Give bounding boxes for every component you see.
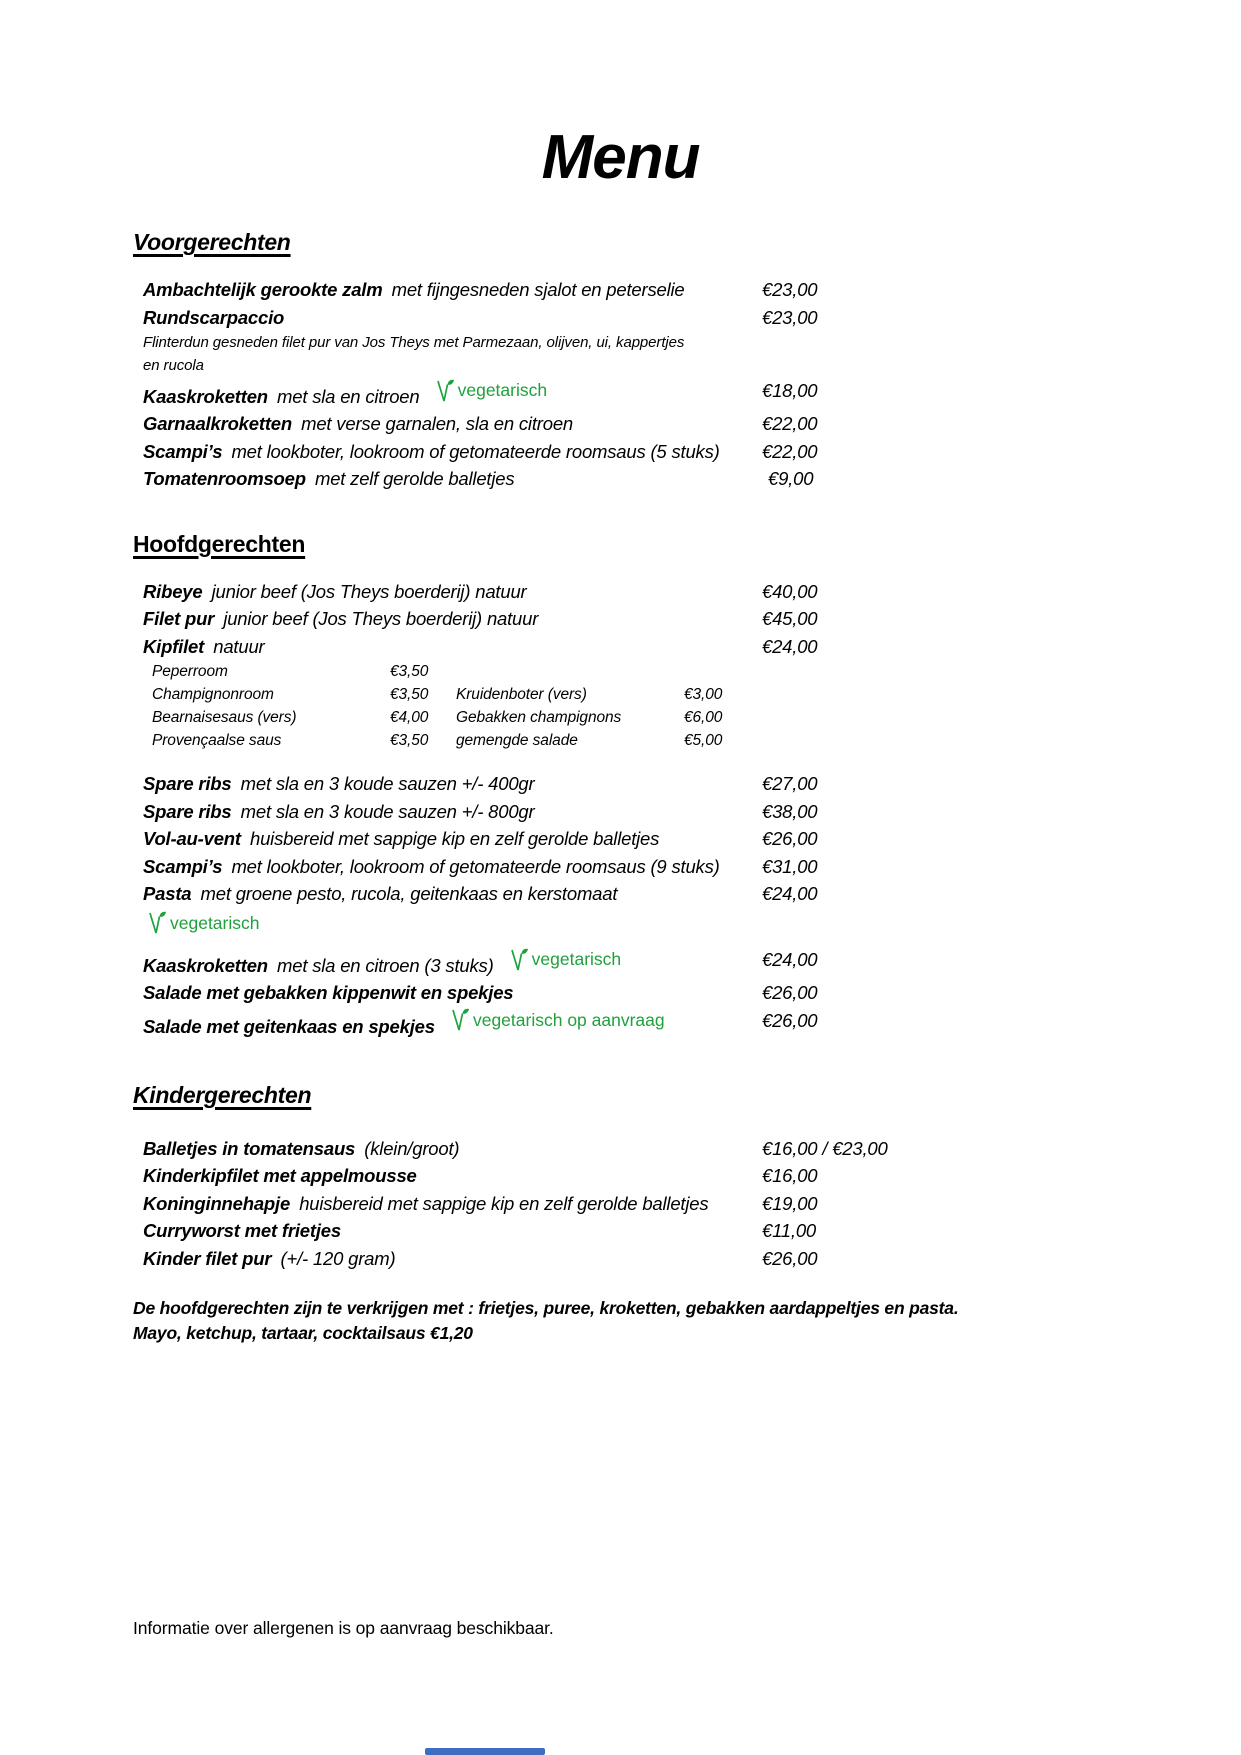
- item-price: €23,00: [762, 306, 818, 328]
- vegetarisch-leaf-icon: [147, 911, 166, 935]
- menu-item: Spare ribs met sla en 3 koude sauzen +/- 400gr €27,00: [133, 770, 1113, 798]
- menu-item: Filet pur junior beef (Jos Theys boerderij) natuur €45,00: [133, 605, 1113, 633]
- sauce-name: Champignonroom: [152, 686, 274, 704]
- sauce-name: Peperroom: [152, 663, 228, 681]
- section-heading-kindergerechten: Kindergerechten: [133, 1081, 312, 1108]
- kindergerechten-items: [133, 1135, 1113, 1273]
- item-price: €26,00: [762, 982, 818, 1003]
- menu-item: Balletjes in tomatensaus (klein/groot) €16,00 / €23,00: [133, 1135, 1113, 1163]
- sauce-name: Bearnaisesaus (vers): [152, 709, 297, 727]
- item-price: €22,00: [762, 440, 818, 462]
- sauce-price: [684, 660, 748, 683]
- bottom-blue-bar: [425, 1748, 545, 1755]
- menu-item: Garnaalkroketten met verse garnalen, sla en citroen €22,00: [133, 410, 1113, 438]
- vegetarisch-leaf-icon: [435, 379, 454, 403]
- menu-item: Ambachtelijk gerookte zalm met fijngesneden sjalot en peterselie €23,00: [133, 276, 1113, 304]
- vegetarisch-badge: vegetarisch op aanvraag: [450, 1007, 665, 1035]
- section-heading-voorgerechten: Voorgerechten: [133, 229, 291, 255]
- vegetarisch-badge: vegetarisch: [509, 946, 622, 974]
- item-price: €18,00: [762, 380, 818, 401]
- hoofdgerechten-items: [133, 578, 1113, 1040]
- vegetarisch-leaf-icon: [509, 948, 528, 972]
- sauce-name: Kruidenboter (vers): [456, 686, 587, 704]
- vegetarisch-badge: vegetarisch: [435, 377, 548, 405]
- sauce-price: €5,00: [684, 732, 723, 750]
- sides-note-line2: Mayo, ketchup, tartaar, cocktailsaus €1,20: [133, 1323, 473, 1344]
- section-heading-hoofdgerechten: Hoofdgerechten: [133, 530, 306, 557]
- item-price: €22,00: [762, 413, 818, 435]
- sauce-price: €3,00: [684, 686, 723, 704]
- menu-item: Tomatenroomsoep met zelf gerolde balletjes €9,00: [133, 465, 1113, 493]
- sauce-name: [456, 660, 684, 683]
- item-price: €24,00: [762, 635, 818, 657]
- item-price: €38,00: [762, 800, 818, 822]
- allergen-note: Informatie over allergenen is op aanvraag beschikbaar.: [133, 1618, 554, 1639]
- voorgerechten-items: [133, 276, 1113, 493]
- item-price: €24,00: [762, 883, 818, 905]
- menu-item: Rundscarpaccio €23,00: [133, 304, 1113, 332]
- page-title: Menu: [541, 123, 700, 192]
- item-price: €31,00: [762, 855, 818, 877]
- item-price: €26,00: [762, 828, 818, 850]
- menu-item: Kinderkipfilet met appelmousse €16,00: [133, 1162, 1113, 1190]
- item-price: €16,00 / €23,00: [762, 1137, 888, 1159]
- sauce-price: €6,00: [684, 709, 723, 727]
- menu-item: Scampi’s met lookboter, lookroom of getomateerde roomsaus (5 stuks) €22,00: [133, 438, 1113, 466]
- menu-item: Salade met geitenkaas en spekjes vegetarisch op aanvraag €26,00: [133, 1007, 1113, 1040]
- item-note: Flinterdun gesneden filet pur van Jos Theys met Parmezaan, olijven, ui, kappertjes en rucola: [143, 334, 685, 374]
- item-price: €16,00: [762, 1165, 818, 1187]
- item-price: €40,00: [762, 580, 818, 602]
- vegetarisch-badge: vegetarisch: [133, 908, 1113, 946]
- item-price: €19,00: [762, 1192, 818, 1214]
- sauce-price: €3,50: [390, 663, 429, 681]
- menu-item: Curryworst met frietjes €11,00: [133, 1217, 1113, 1245]
- item-price: €26,00: [762, 1009, 818, 1031]
- menu-item: Kinder filet pur (+/- 120 gram) €26,00: [133, 1245, 1113, 1273]
- item-price: €24,00: [762, 948, 818, 970]
- sauces-table: [152, 660, 1113, 752]
- item-price: €11,00: [762, 1220, 817, 1242]
- menu-item: Ribeye junior beef (Jos Theys boerderij) natuur €40,00: [133, 578, 1113, 606]
- menu-item: Kaaskroketten met sla en citroen (3 stuks) vegetarisch €24,00: [133, 946, 1113, 979]
- sauce-name: Gebakken champignons: [456, 709, 622, 727]
- vegetarisch-leaf-icon: [450, 1008, 469, 1032]
- menu-item: Koninginnehapje huisbereid met sappige kip en zelf gerolde balletjes €19,00: [133, 1190, 1113, 1218]
- sauce-price: €3,50: [390, 732, 429, 750]
- item-price: €26,00: [762, 1247, 818, 1269]
- sauce-name: Provençaalse saus: [152, 732, 282, 750]
- item-price: €23,00: [762, 279, 818, 300]
- sauce-price: €4,00: [390, 709, 429, 727]
- sauce-price: €3,50: [390, 686, 429, 704]
- menu-item: Pasta met groene pesto, rucola, geitenkaas en kerstomaat €24,00: [133, 880, 1113, 908]
- sides-note: [133, 1296, 1093, 1346]
- item-price: €45,00: [762, 608, 818, 630]
- item-price: €9,00: [768, 468, 814, 490]
- menu-content: [133, 229, 1113, 1639]
- menu-item: Vol-au-vent huisbereid met sappige kip en zelf gerolde balletjes €26,00: [133, 825, 1113, 853]
- sauce-name: gemengde salade: [456, 732, 578, 750]
- menu-item: Kipfilet natuur €24,00: [133, 633, 1113, 661]
- menu-item: Kaaskroketten met sla en citroen vegetarisch €18,00: [133, 377, 1113, 410]
- menu-item: Salade met gebakken kippenwit en spekjes €26,00: [133, 979, 1113, 1007]
- sides-note-line1: De hoofdgerechten zijn te verkrijgen met : frietjes, puree, kroketten, gebakken aardappeltjes en pasta.: [133, 1298, 959, 1319]
- menu-item: Spare ribs met sla en 3 koude sauzen +/- 800gr €38,00: [133, 798, 1113, 826]
- item-price: €27,00: [762, 773, 818, 795]
- menu-item: Scampi’s met lookboter, lookroom of getomateerde roomsaus (9 stuks) €31,00: [133, 853, 1113, 881]
